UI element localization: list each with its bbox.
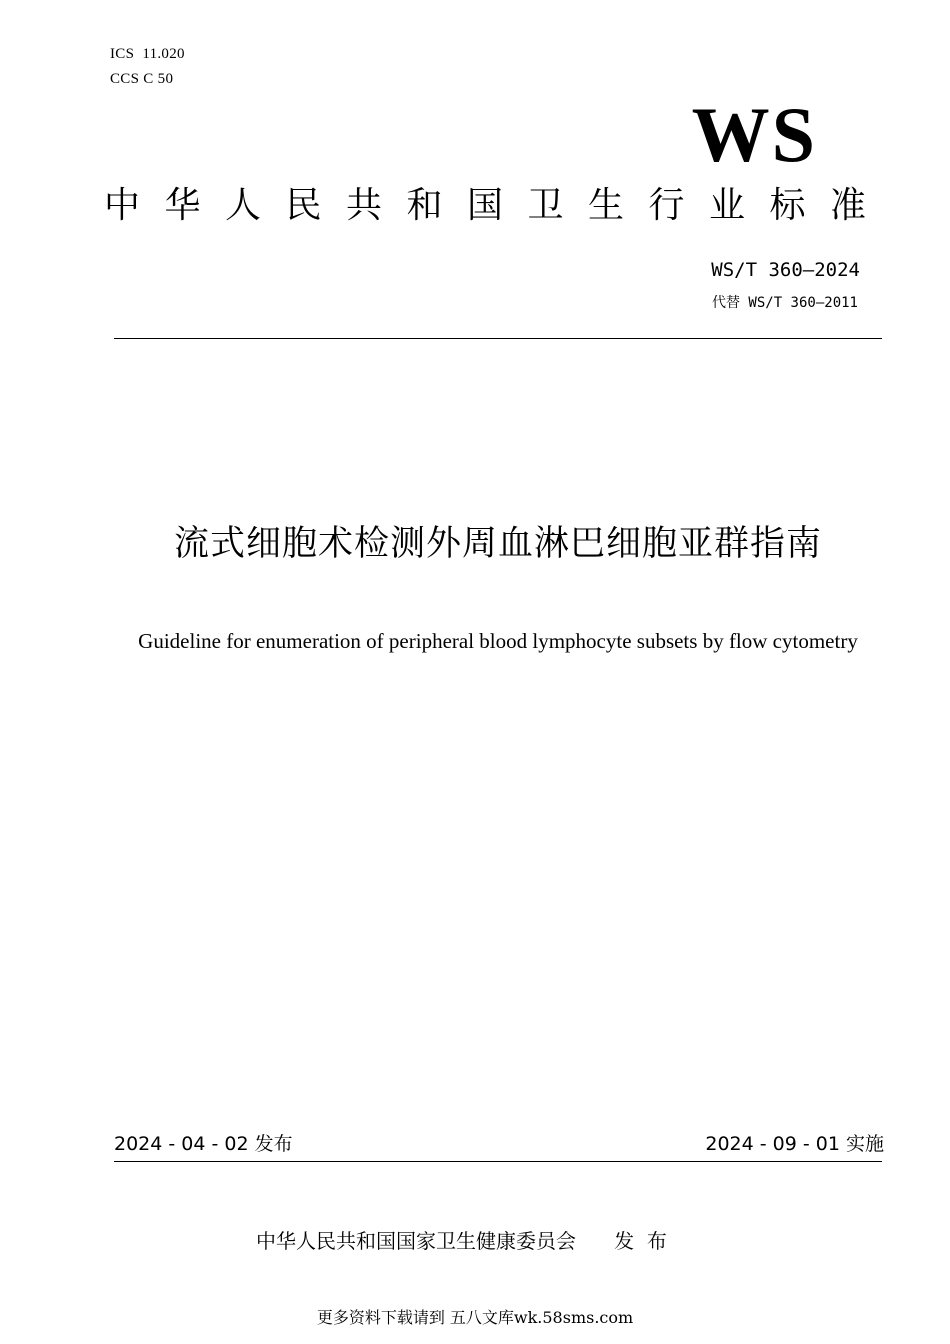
footer-download-note: 更多资料下载请到 五八文库wk.58sms.com — [316, 1308, 634, 1327]
ics-code: ICS 11.020 — [110, 46, 185, 62]
top-divider — [114, 338, 882, 339]
standard-category-heading: 中华人民共和国卫生行业标准 — [104, 185, 891, 226]
document-title-english: Guideline for enumeration of peripheral blood lymphocyte subsets by flow cytometry — [138, 629, 858, 653]
ws-logo: WS — [691, 91, 817, 178]
standard-number: WS/T 360—2024 — [711, 259, 860, 281]
publisher: 中华人民共和国国家卫生健康委员会 发 布 — [256, 1229, 667, 1253]
issue-date: 2024 - 04 - 02 发布 — [114, 1133, 293, 1155]
effective-date: 2024 - 09 - 01 实施 — [705, 1133, 884, 1155]
bottom-divider — [114, 1161, 882, 1162]
document-title-chinese: 流式细胞术检测外周血淋巴细胞亚群指南 — [173, 524, 822, 564]
ccs-code: CCS C 50 — [110, 71, 174, 87]
replaces-standard: 代替 WS/T 360—2011 — [711, 295, 858, 311]
